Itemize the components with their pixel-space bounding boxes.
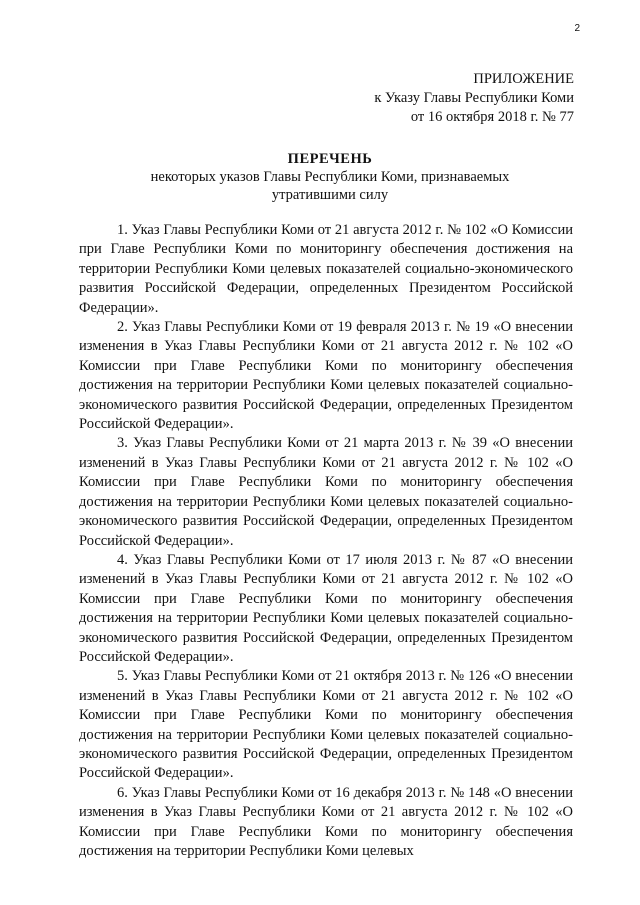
decree-list-item-6: 6. Указ Главы Республики Коми от 16 декабря 2013 г. № 148 «О внесении изменения в Указ Главы Республики Коми от 21 августа 2012 г. № 102 «О Комиссии при Главе Республики Коми по мониторингу обеспечения достижения на территории Республики Коми целевых bbox=[79, 784, 573, 859]
appendix-block bbox=[374, 70, 574, 127]
document-title: ПЕРЕЧЕНЬ bbox=[287, 151, 373, 167]
appendix-label: ПРИЛОЖЕНИЕ bbox=[473, 71, 574, 87]
document-subtitle-line1: некоторых указов Главы Республики Коми, признаваемых bbox=[150, 169, 510, 185]
decree-list-item-4: 4. Указ Главы Республики Коми от 17 июля 2013 г. № 87 «О внесении изменений в Указ Главы Республики Коми от 21 августа 2012 г. № 102 «О Комиссии при Главе Республики Коми по мониторингу обеспечения достижения на территории Республики Коми целевых показателей социально-экономического развития Российской Федерации, определенных Президентом Российской Федерации». bbox=[79, 551, 573, 665]
decree-list-item-1: 1. Указ Главы Республики Коми от 21 августа 2012 г. № 102 «О Комиссии при Главе Республики Коми по мониторингу обеспечения достижения на территории Республики Коми целевых показателей социально-экономического развития Российской Федерации, определенных Президентом Российской Федерации». bbox=[79, 222, 573, 316]
decree-list-item-2: 2. Указ Главы Республики Коми от 19 февраля 2013 г. № 19 «О внесении изменения в Указ Главы Республики Коми от 21 августа 2012 г. № 102 «О Комиссии при Главе Республики Коми по мониторингу обеспечения достижения на территории Республики Коми целевых показателей социально-экономического развития Российской Федерации, определенных Президентом Российской Федерации». bbox=[79, 319, 573, 433]
appendix-decree-date: от 16 октября 2018 г. № 77 bbox=[410, 109, 574, 125]
document-heading bbox=[80, 150, 580, 204]
page-number: 2 bbox=[574, 23, 580, 34]
appendix-decree-ref: к Указу Главы Республики Коми bbox=[374, 90, 574, 106]
decree-list bbox=[79, 221, 573, 861]
decree-list-item-3: 3. Указ Главы Республики Коми от 21 марта 2013 г. № 39 «О внесении изменений в Указ Главы Республики Коми от 21 августа 2012 г. № 102 «О Комиссии при Главе Республики Коми по мониторингу обеспечения достижения на территории Республики Коми целевых показателей социально-экономического развития Российской Федерации, определенных Президентом Российской Федерации». bbox=[79, 435, 573, 549]
decree-list-item-5: 5. Указ Главы Республики Коми от 21 октября 2013 г. № 126 «О внесении изменений в Указ Главы Республики Коми от 21 августа 2012 г. № 102 «О Комиссии при Главе Республики Коми по мониторингу обеспечения достижения на территории Республики Коми целевых показателей социально-экономического развития Российской Федерации, определенных Президентом Российской Федерации». bbox=[79, 668, 573, 782]
document-subtitle-line2: утратившими силу bbox=[271, 187, 389, 203]
